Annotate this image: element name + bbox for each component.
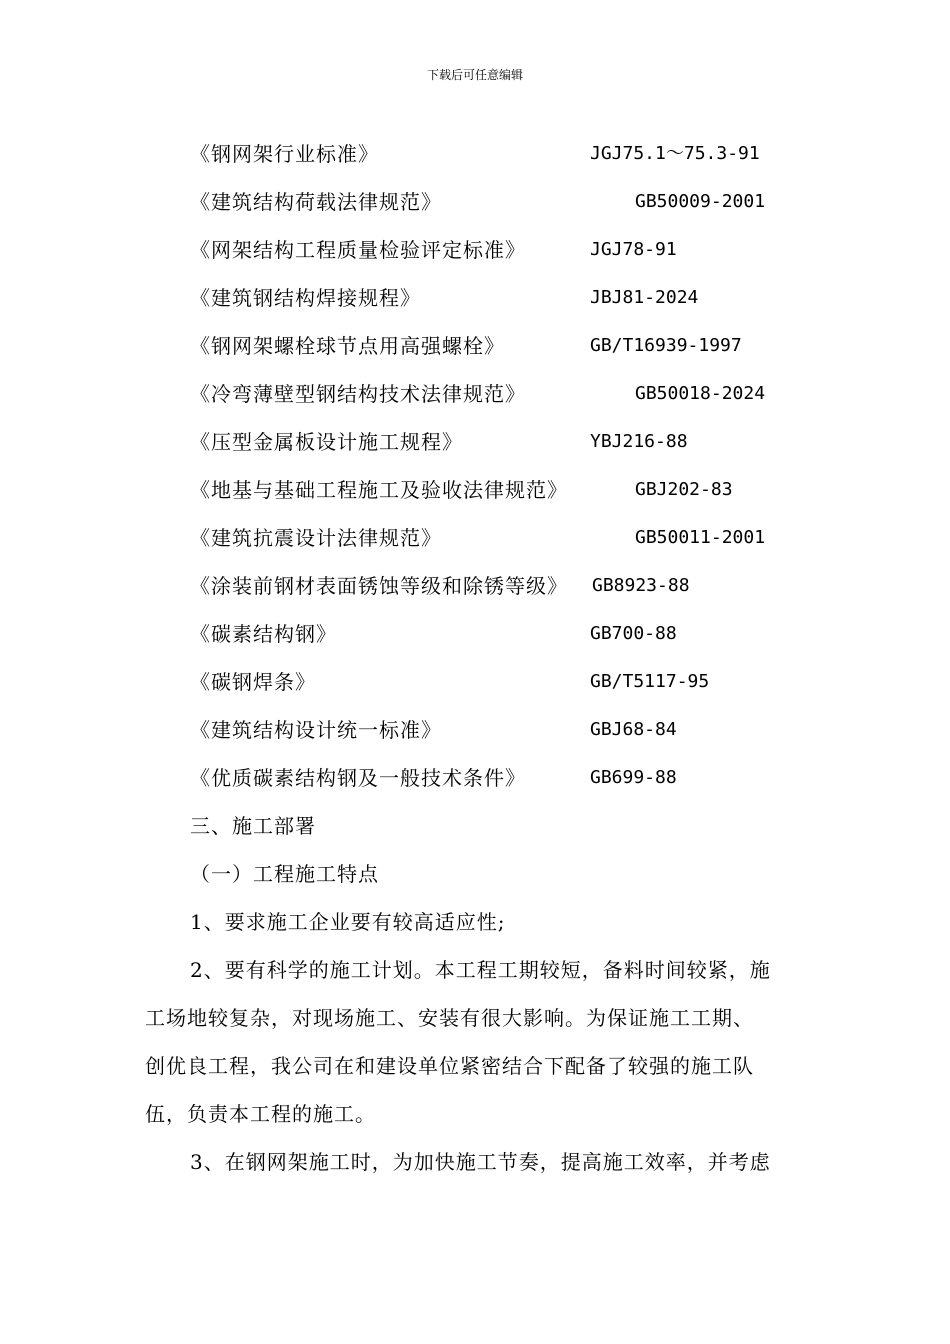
standard-code: GB8923-88 xyxy=(592,575,690,596)
standard-code: GB700-88 xyxy=(590,623,677,644)
standard-name: 《碳钢焊条》 xyxy=(190,670,316,694)
standard-name: 《地基与基础工程施工及验收法律规范》 xyxy=(190,478,568,502)
standard-code: GB50011-2001 xyxy=(635,527,766,548)
standard-name: 《建筑结构设计统一标准》 xyxy=(190,718,442,742)
standard-name: 《压型金属板设计施工规程》 xyxy=(190,430,463,454)
paragraph-item-3: 3、在钢网架施工时，为加快施工节奏，提高施工效率，并考虑 xyxy=(190,1150,771,1174)
standard-code: GB/T16939-1997 xyxy=(590,335,742,356)
paragraph-item-2-line-2: 工场地较复杂，对现场施工、安装有很大影响。为保证施工工期、 xyxy=(145,1006,754,1030)
paragraph-item-2-line-4: 伍，负责本工程的施工。 xyxy=(145,1102,376,1126)
standard-code: GBJ68-84 xyxy=(590,719,677,740)
standard-name: 《建筑抗震设计法律规范》 xyxy=(190,526,442,550)
standard-row xyxy=(0,235,950,265)
standard-row xyxy=(0,379,950,409)
standard-row xyxy=(0,475,950,505)
standard-name: 《涂装前钢材表面锈蚀等级和除锈等级》 xyxy=(190,574,568,598)
standard-row xyxy=(0,283,950,313)
standard-row xyxy=(0,427,950,457)
paragraph-item-1: 1、要求施工企业要有较高适应性; xyxy=(190,910,506,934)
standard-name: 《优质碳素结构钢及一般技术条件》 xyxy=(190,766,526,790)
standard-name: 《碳素结构钢》 xyxy=(190,622,337,646)
page-header: 下载后可任意编辑 xyxy=(426,68,523,82)
standard-row xyxy=(0,331,950,361)
standard-name: 《建筑结构荷载法律规范》 xyxy=(190,190,442,214)
standard-row xyxy=(0,571,950,601)
subsection-heading: （一）工程施工特点 xyxy=(190,862,379,886)
standard-name: 《钢网架行业标准》 xyxy=(190,142,379,166)
standard-name: 《建筑钢结构焊接规程》 xyxy=(190,286,421,310)
standard-name: 《钢网架螺栓球节点用高强螺栓》 xyxy=(190,334,505,358)
standard-row xyxy=(0,619,950,649)
standard-code: YBJ216-88 xyxy=(590,431,688,452)
standard-code: GBJ202-83 xyxy=(635,479,733,500)
standard-row xyxy=(0,139,950,169)
paragraph-item-2-line-3: 创优良工程，我公司在和建设单位紧密结合下配备了较强的施工队 xyxy=(145,1054,754,1078)
standard-code: GB699-88 xyxy=(590,767,677,788)
standard-code: JGJ78-91 xyxy=(590,239,677,260)
standard-name: 《冷弯薄壁型钢结构技术法律规范》 xyxy=(190,382,526,406)
standard-row xyxy=(0,523,950,553)
paragraph-item-2-line-1: 2、要有科学的施工计划。本工程工期较短，备料时间较紧，施 xyxy=(190,958,771,982)
section-heading: 三、施工部署 xyxy=(190,814,316,838)
standard-code: GB50018-2024 xyxy=(635,383,766,404)
standard-row xyxy=(0,715,950,745)
standard-row xyxy=(0,763,950,793)
standard-code: GB50009-2001 xyxy=(635,191,766,212)
standard-code: GB/T5117-95 xyxy=(590,671,710,692)
standard-row xyxy=(0,187,950,217)
standard-name: 《网架结构工程质量检验评定标准》 xyxy=(190,238,526,262)
standard-code: JGJ75.1～75.3-91 xyxy=(590,143,760,164)
standard-code: JBJ81-2024 xyxy=(590,287,699,308)
standard-row xyxy=(0,667,950,697)
